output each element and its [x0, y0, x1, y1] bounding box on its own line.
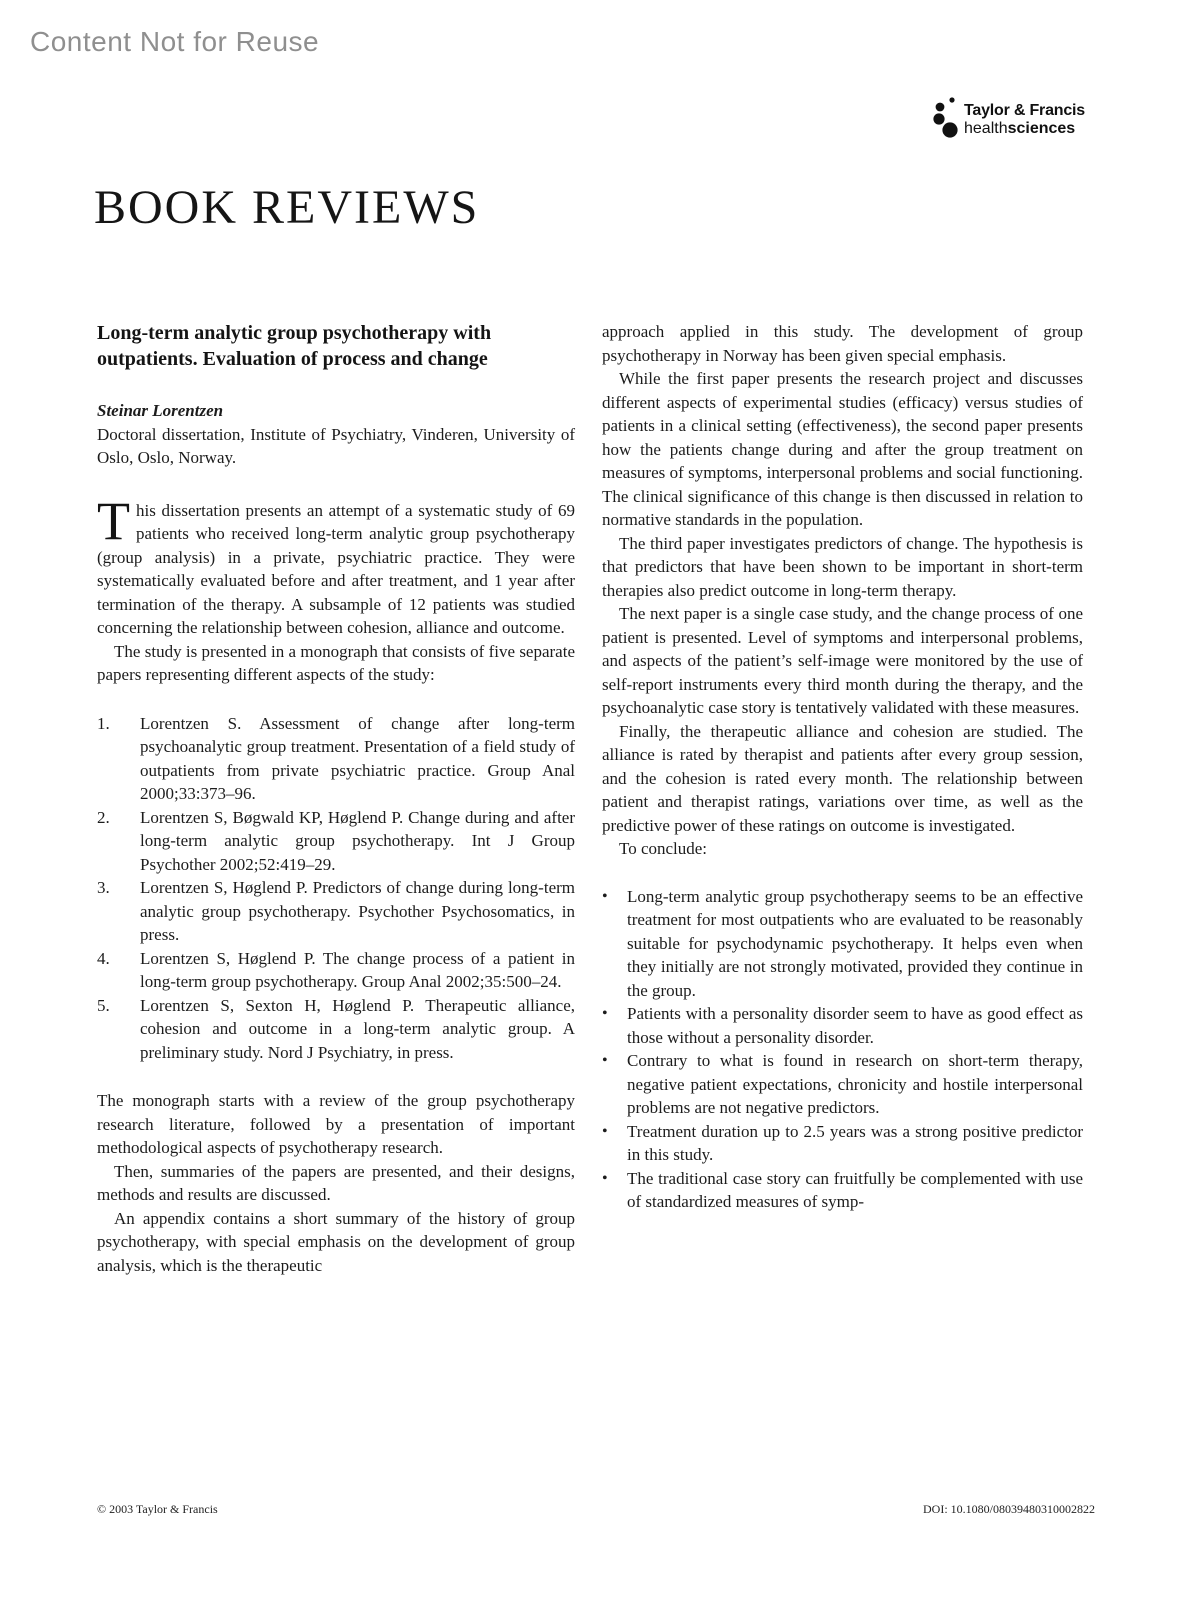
approach-paragraph: approach applied in this study. The development of group psychotherapy in Norway has been given special emphasis.: [602, 322, 1083, 365]
bullet-icon: •: [602, 887, 608, 905]
conclude-label: To conclude:: [619, 839, 708, 858]
reference-item: [97, 947, 575, 994]
reference-list: [97, 712, 575, 1065]
summaries-paragraph: Then, summaries of the papers are presented, and their designs, methods and results are discussed.: [97, 1161, 575, 1204]
reference-text: Lorentzen S, Høglend P. Predictors of change during long-term analytic group psychotherapy. Psychother Psychosomatics, in press.: [140, 878, 575, 944]
reference-item: [97, 806, 575, 877]
bullet-item: [602, 1002, 1083, 1049]
bullet-item: [602, 1049, 1083, 1120]
appendix-paragraph: An appendix contains a short summary of the history of group psychotherapy, with special emphasis on the development of group analysis, which is the therapeutic: [97, 1208, 575, 1275]
publisher-logo-text: [964, 102, 1085, 138]
reference-number: 4.: [97, 948, 110, 968]
two-column-body: [97, 320, 1083, 1277]
bullet-item: [602, 1167, 1083, 1214]
book-title: Long-term analytic group psychotherapy with outpatients. Evaluation of process and change: [97, 322, 492, 370]
bullet-icon: •: [602, 1005, 608, 1022]
reference-number: 3.: [97, 878, 110, 897]
book-author: Steinar Lorentzen: [97, 401, 224, 420]
intro-paragraph-text: his dissertation presents an attempt of a systematic study of 69 patients who received long-term analytic group psychotherapy (group analysis) in a private, psychiatric practice. They were systematically evaluated before and after treatment, and 1 year after termination of the therapy. A subsample of 12 patients was studied concerning the relationship between cohesion, alliance and outcome.: [97, 500, 575, 637]
doi-text: DOI: 10.1080/08039480310002822: [923, 1502, 1095, 1516]
bullet-text: Patients with a personality disorder seem to have as good effect as those without a personality disorder.: [627, 1004, 1083, 1047]
bullet-text: Treatment duration up to 2.5 years was a strong positive predictor in this study.: [627, 1121, 1083, 1164]
bullet-text: The traditional case story can fruitfully be complemented with use of standardized measures of symp-: [627, 1168, 1083, 1211]
third-paper-paragraph: The third paper investigates predictors of change. The hypothesis is that predictors that have been shown to be important in short-term therapies also predict outcome in long-term therapy.: [602, 533, 1083, 600]
reference-text: Lorentzen S, Bøgwald KP, Høglend P. Change during and after long-term analytic group psychotherapy. Int J Group Psychother 2002;52:419–29.: [140, 807, 575, 874]
monograph-paragraph: The study is presented in a monograph that consists of five separate papers representing different aspects of the study:: [97, 641, 575, 684]
reference-item: [97, 712, 575, 806]
reference-text: Lorentzen S, Høglend P. The change process of a patient in long-term group psychotherapy. Group Anal 2002;35:500–24.: [140, 948, 575, 991]
bullet-text: Long-term analytic group psychotherapy seems to be an effective treatment for most outpatients who are evaluated to be reasonably suitable for psychodynamic psychotherapy. It helps even when they initially are not strongly motivated, provided they continue in the group.: [627, 886, 1083, 1000]
book-affiliation: Doctoral dissertation, Institute of Psychiatry, Vinderen, University of Oslo, Oslo, Norway.: [97, 424, 575, 467]
reference-text: Lorentzen S. Assessment of change after long-term psychoanalytic group treatment. Presentation of a field study of outpatients from private psychiatric practice. Group Anal 2000;33:373–96.: [140, 713, 575, 803]
logo-sciences-label: sciences: [1007, 119, 1076, 137]
reference-number: 2.: [97, 807, 110, 827]
bullet-icon: •: [602, 1169, 608, 1187]
conclusion-bullet-list: [602, 885, 1083, 1214]
reference-text: Lorentzen S, Sexton H, Høglend P. Therapeutic alliance, cohesion and outcome in a long-term analytic group. A preliminary study. Nord J Psychiatry, in press.: [140, 995, 575, 1062]
bullet-icon: •: [602, 1122, 608, 1140]
next-paper-paragraph: The next paper is a single case study, and the change process of one patient is presented. Level of symptoms and interpersonal problems, and aspects of the patient’s self-image were monitored by the use of self-report instruments every third month during the therapy, and the psychoanalytic case story is tentatively validated with these measures.: [602, 604, 1083, 717]
left-column: [97, 320, 575, 1277]
publisher-logo: [933, 96, 1085, 143]
intro-paragraph: [97, 490, 575, 640]
bullet-item: [602, 885, 1083, 1003]
reference-item: [97, 876, 575, 947]
reference-number: 5.: [97, 995, 110, 1015]
logo-health-label: health: [964, 119, 1008, 137]
first-paper-paragraph: While the first paper presents the research project and discusses different aspects of experimental studies (efficacy) versus studies of patients in a clinical setting (effectiveness), the second paper presents how the patients change during and after the group treatment on measures of symptoms, interpersonal problems and social functioning. The clinical significance of this change is then discussed in relation to normative standards in the population.: [602, 369, 1083, 529]
dropcap-letter: T: [97, 490, 130, 551]
watermark-text: Content Not for Reuse: [30, 26, 320, 57]
copyright-notice: © 2003 Taylor & Francis: [97, 1502, 218, 1516]
bullet-text: Contrary to what is found in research on short-term therapy, negative patient expectations, chronicity and hostile interpersonal problems are not negative predictors.: [627, 1051, 1083, 1117]
reference-item: [97, 994, 575, 1065]
finally-paragraph: Finally, the therapeutic alliance and cohesion are studied. The alliance is rated by therapist and patients after every group session, and the cohesion is rated every month. The relationship between patient and therapist ratings, variations over time, as well as the predictive power of these ratings on outcome is investigated.: [602, 721, 1083, 835]
taylor-francis-dots-icon: [933, 96, 959, 143]
bullet-icon: •: [602, 1052, 608, 1069]
section-heading: BOOK REVIEWS: [94, 181, 480, 234]
page-footer: [97, 1502, 1095, 1517]
logo-line1: Taylor & Francis: [964, 101, 1085, 119]
reference-number: 1.: [97, 713, 110, 733]
review-paragraph: The monograph starts with a review of the group psychotherapy research literature, followed by a presentation of important methodological aspects of psychotherapy research.: [97, 1091, 575, 1157]
bullet-item: [602, 1120, 1083, 1167]
right-column: [602, 320, 1083, 1277]
